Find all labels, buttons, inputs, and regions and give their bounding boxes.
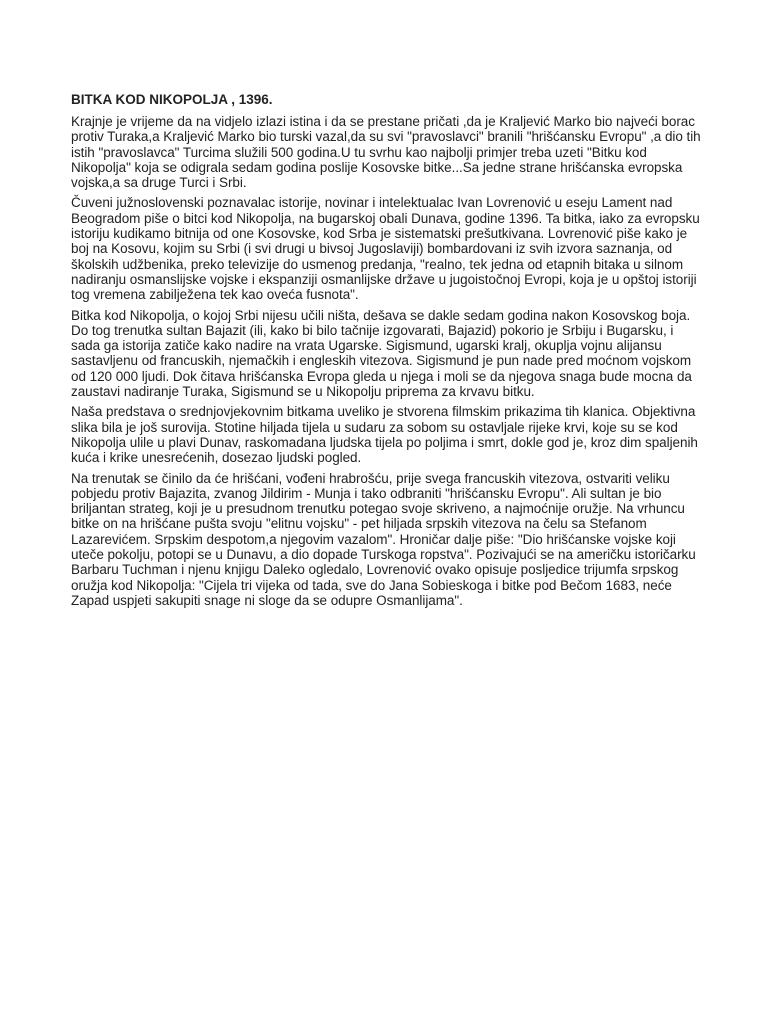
paragraph-1: Krajnje je vrijeme da na vidjelo izlazi istina i da se prestane pričati ,da je Kraljević Marko bio najveći borac protiv Turaka,a Kraljević Marko bio turski vazal,da su svi "pravoslavci" branili "hrišćansku Evropu" ,a dio tih istih "pravoslavca" Turcima služili 500 godina.U tu svrhu kao najbolji primjer treba uzeti "Bitku kod Nikopolja" koja se odigrala sedam godina poslije Kosovske bitke...Sa jedne strane hrišćanska evropska vojska,a sa druge Turci i Srbi. [71, 114, 701, 191]
document-page [71, 91, 703, 613]
paragraph-2: Čuveni južnoslovenski poznavalac istorije, novinar i intelektualac Ivan Lovrenović u eseju Lament nad Beogradom piše o bitci kod Nikopolja, na bugarskoj obali Dunava, godine 1396. Ta bitka, iako za evropsku istoriju kudikamo bitnija od one Kosovske, kod Srba je sistematski prešutkivana. Lovrenović piše kako je boj na Kosovu, kojim su Srbi (i svi drugi u bivsoj Jugoslaviji) bombardovani iz svih izvora saznanja, od školskih udžbenika, preko televizije do usmenog predanja, "realno, tek jedna od etapnih bitaka u silnom nadiranju osmanslijske vojske i ekspanziji osmanlijske države u jugoistočnoj Evropi, koja je u opštoj istoriji tog vremena zabilježena tek kao oveća fusnota". [71, 195, 700, 303]
document-title: BITKA KOD NIKOPOLJA , 1396. [71, 92, 273, 107]
paragraph-4: Naša predstava o srednjovjekovnim bitkama uveliko je stvorena filmskim prikazima tih klanica. Objektivna slika bila je još surovija. Stotine hiljada tijela u sudaru za sobom su ostavljale rijeke krvi, koje su se kod Nikopolja ulile u plavi Dunav, raskomadana ljudska tijela po poljima i smrt, dokle god je, kroz dim spaljenih kuća i krike unesrećenih, dosezao ljudski pogled. [71, 404, 698, 466]
paragraph-3: Bitka kod Nikopolja, o kojoj Srbi nijesu učili ništa, dešava se dakle sedam godina nakon Kosovskog boja. Do tog trenutka sultan Bajazit (ili, kako bi bilo tačnije izgovarati, Bajazid) pokorio je Srbiju i Bugarsku, i sada ga istorija zatiče kako nadire na vrata Ugarske. Sigismund, ugarski kralj, okuplja vojnu alijansu sastavljenu od francuskih, njemačkih i engleskih vitezova. Sigismund je pun nade pred moćnom vojskom od 120 000 ljudi. Dok čitava hrišćanska Evropa gleda u njega i moli se da njegova snaga bude mocna da zaustavi nadiranje Turaka, Sigismund se u Nikopolju priprema za krvavu bitku. [71, 307, 692, 400]
paragraph-5: Na trenutak se činilo da će hrišćani, vođeni hrabrošću, prije svega francuskih vitezova, ostvariti veliku pobjedu protiv Bajazita, zvanog Jildirim - Munja i tako odbraniti "hrišćansku Evropu". Ali sultan je bio briljantan strateg, koji je u presudnom trenutku potegao svoje skriveno, a najmoćnije oružje. Na vrhuncu bitke on na hrišćane pušta svoju "elitnu vojsku" - pet hiljada srpskih vitezova na čelu sa Stefanom Lazarevićem. Srpskim despotom,a njegovim vazalom". Hroničar dalje piše: "Dio hrišćanske vojske koji uteče pokolju, potopi se u Dunavu, a dio dopade Turskoga ropstva". Pozivajući se na američku istoričarku Barbaru Tuchman i njenu knjigu Daleko ogledalo, Lovrenović ovako opisuje posljedice trijumfa srpskog oružja kod Nikopolja: "Cijela tri vijeka od tada, sve do Jana Sobieskoga i bitke pod Bečom 1683, neće Zapad uspjeti sakupiti snage ni sloge da se odupre Osmanlijama". [71, 470, 696, 608]
